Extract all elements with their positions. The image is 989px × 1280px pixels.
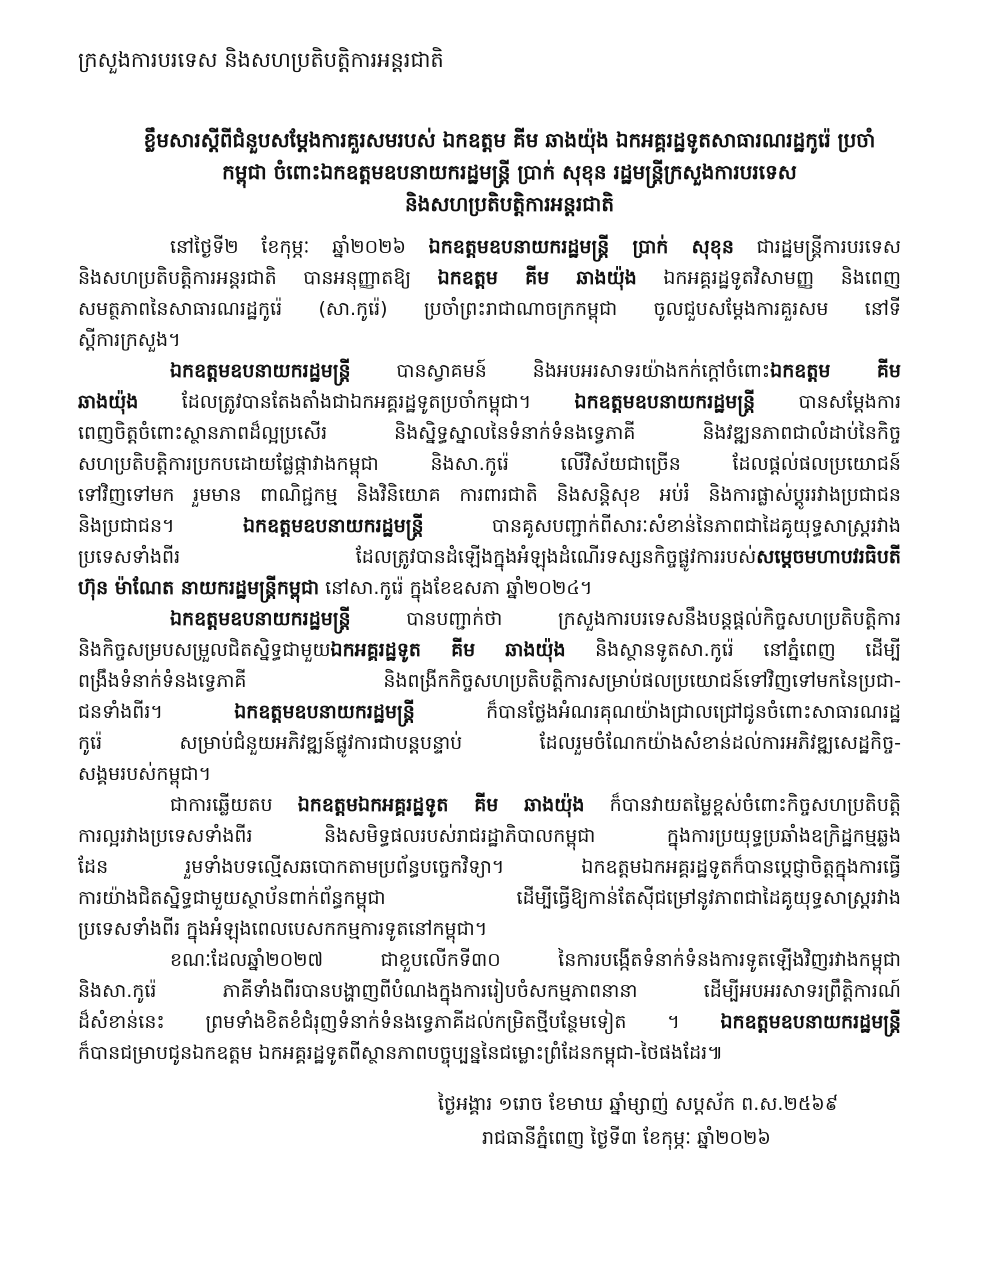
bold-text-run: ឯកឧត្តមឧបនាយករដ្ឋមន្ត្រី ប្រាក់ សុខុន xyxy=(428,236,734,258)
paragraph xyxy=(78,604,901,790)
text-run: និងសា.កូរ៉េ ភាគីទាំងពីរបានបង្ហាញពីបំណងក្នុងការរៀបចំសកម្មភាពនានា ដើម្បីអបអរសាទរព្រឹត្តិការណ៍ xyxy=(78,980,901,1002)
document-title xyxy=(118,124,901,220)
paragraph-line xyxy=(78,635,901,666)
text-run: ជនទាំងពីរ។ xyxy=(78,701,235,723)
text-run: ក៏បានជម្រាបជូនឯកឧត្តម ឯកអគ្គរដ្ឋទូតពីស្ថានភាពបច្ចុប្បន្ននៃជម្លោះព្រំដែនកម្ពុជា-ថៃផងដែរ៕ xyxy=(78,1042,723,1064)
text-run: សង្គមរបស់កម្ពុជា។ xyxy=(78,763,212,785)
bold-text-run: ឯកឧត្តម គីម xyxy=(770,360,901,382)
text-run: សមត្ថភាពនៃសាធារណរដ្ឋកូរ៉េ (សា.កូរ៉េ) ប្រចាំព្រះរាជាណាចក្រកម្ពុជា ចូលជួបសម្ដែងការគួរសម នៅទី xyxy=(78,298,901,320)
paragraph-line xyxy=(78,945,901,976)
paragraph xyxy=(78,945,901,1069)
lunar-date: ថ្ងៃអង្គារ ១រោច ខែមាឃ ឆ្នាំម្សាញ់ សប្តស័ក ព.ស.២៥៦៩ xyxy=(438,1093,839,1115)
bold-text-run: សម្ដេចមហាបវរធិបតី xyxy=(756,546,901,568)
title-line: កម្ពុជា ចំពោះឯកឧត្តមឧបនាយករដ្ឋមន្ត្រី ប្រាក់ សុខុន រដ្ឋមន្ត្រីក្រសួងការបរទេស xyxy=(222,160,797,184)
text-run: ពង្រឹងទំនាក់ទំនងទ្វេភាគី និងពង្រីកកិច្ចសហប្រតិបត្តិការសម្រាប់ផលប្រយោជន៍ទៅវិញទៅមកនៃប្រជា- xyxy=(78,670,901,692)
paragraph-line xyxy=(78,480,901,511)
text-run: ប្រទេសទាំងពីរ ក្នុងអំឡុងពេលបេសកកម្មការទូតនៅកម្ពុជា។ xyxy=(78,918,488,940)
title-line: ខ្លឹមសារស្ដីពីជំនួបសម្ដែងការគួរសមរបស់ ឯកឧត្តម គីម ឆាងយ៉ុង ឯកអគ្គរដ្ឋទូតសាធារណរដ្ឋកូរ៉េ ប្រចាំ xyxy=(143,128,876,152)
text-run: ក៏បានវាយតម្លៃខ្ពស់ចំពោះកិច្ចសហប្រតិបត្តិ xyxy=(584,794,901,816)
text-run: កូរ៉េ សម្រាប់ជំនួយអភិវឌ្ឍន៍ផ្លូវការជាបន្តបន្ទាប់ ដែលរួមចំណែកយ៉ាងសំខាន់ដល់ការអភិវឌ្ឍសេដ្ឋកិច្ច- xyxy=(78,732,901,754)
paragraph-line xyxy=(78,790,901,821)
text-run: ការល្អរវាងប្រទេសទាំងពីរ និងសមិទ្ធផលរបស់រាជរដ្ឋាភិបាលកម្ពុជា ក្នុងការប្រយុទ្ធប្រឆាំងឧក្រិដ្ឋកម្មឆ្លង xyxy=(78,825,901,847)
paragraph xyxy=(78,356,901,604)
paragraph-line xyxy=(78,573,901,604)
paragraph-line xyxy=(78,325,901,356)
bold-text-run: ឯកឧត្តមឯកអគ្គរដ្ឋទូត គីម ឆាងយ៉ុង xyxy=(297,794,585,816)
text-run: ស្ដីការក្រសួង។ xyxy=(78,329,181,351)
paragraph-line xyxy=(78,759,901,790)
bold-text-run: ឯកឧត្តមឧបនាយករដ្ឋមន្ត្រី xyxy=(170,608,351,630)
text-run: នៅសា.កូរ៉េ ក្នុងខែឧសភា ឆ្នាំ២០២៤។ xyxy=(319,577,593,599)
paragraph-line xyxy=(78,511,901,542)
text-run: ការយ៉ាងជិតស្និទ្ធជាមួយស្ថាប័នពាក់ព័ន្ធកម្ពុជា ដើម្បីធ្វើឱ្យកាន់តែស៊ីជម្រៅនូវភាពជាដៃគូយុទ្ធសាស្ត្ររវាង xyxy=(78,887,901,909)
paragraph-line xyxy=(78,449,901,480)
paragraph-line xyxy=(78,666,901,697)
paragraph-line xyxy=(78,883,901,914)
text-run: ដែន រួមទាំងបទល្មើសឆបោកតាមប្រព័ន្ធបច្ចេកវិទ្យា។ ឯកឧត្តមឯកអគ្គរដ្ឋទូតក៏បានប្ដេជ្ញាចិត្តក្នុងការធ្វើ xyxy=(78,856,901,878)
text-run: បានស្វាគមន៍ និងអបអរសាទរយ៉ាងកក់ក្ដៅចំពោះ xyxy=(350,360,771,382)
paragraph-line xyxy=(78,1007,901,1038)
paragraph-line xyxy=(78,232,901,263)
bold-text-run: ឯកឧត្តមឧបនាយករដ្ឋមន្ត្រី xyxy=(720,1011,901,1033)
paragraph-line xyxy=(78,852,901,883)
ministry-heading: ក្រសួងការបរទេស និងសហប្រតិបត្តិការអន្តរជាតិ xyxy=(78,48,444,72)
bold-text-run: ឆាងយ៉ុង xyxy=(78,391,139,413)
text-run: ជារដ្ឋមន្ត្រីការបរទេស xyxy=(733,236,901,258)
paragraph-line xyxy=(78,356,901,387)
paragraph-line xyxy=(78,914,901,945)
paragraph-line xyxy=(78,821,901,852)
bold-text-run: ឯកអគ្គរដ្ឋទូត គីម ឆាងយ៉ុង xyxy=(330,639,566,661)
bold-text-run: ហ៊ុន ម៉ាណែត នាយករដ្ឋមន្ត្រីកម្ពុជា xyxy=(78,577,320,599)
paragraph-line xyxy=(78,976,901,1007)
paragraph-line xyxy=(78,604,901,635)
text-run: បានបញ្ជាក់ថា ក្រសួងការបរទេសនឹងបន្តផ្ដល់កិច្ចសហប្រតិបត្តិការ xyxy=(350,608,901,630)
text-run: បានគូសបញ្ជាក់ពីសារៈសំខាន់នៃភាពជាដៃគូយុទ្ធសាស្ត្ររវាង xyxy=(423,515,901,537)
bold-text-run: ឯកឧត្តម គីម ឆាងយ៉ុង xyxy=(437,267,637,289)
bold-text-run: ឯកឧត្តមឧបនាយករដ្ឋមន្ត្រី xyxy=(242,515,424,537)
paragraph xyxy=(78,232,901,356)
paragraph-line xyxy=(78,728,901,759)
date-block xyxy=(78,1087,901,1155)
paragraph xyxy=(78,790,901,945)
text-run: ជាការឆ្លើយតប xyxy=(170,794,298,816)
paragraph-line xyxy=(78,1038,901,1069)
bold-text-run: ឯកឧត្តមឧបនាយករដ្ឋមន្ត្រី xyxy=(574,391,756,413)
text-run: និងកិច្ចសម្របសម្រួលជិតស្និទ្ធជាមួយ xyxy=(78,639,331,661)
text-run: និងប្រជាជន។ xyxy=(78,515,243,537)
body-text xyxy=(78,232,901,1069)
text-run: នៅថ្ងៃទី២ ខែកុម្ភៈ ឆ្នាំ២០២៦ xyxy=(170,236,429,258)
paragraph-line xyxy=(78,263,901,294)
text-run: ក៏បានថ្លែងអំណរគុណយ៉ាងជ្រាលជ្រៅជូនចំពោះសាធារណរដ្ឋ xyxy=(414,701,901,723)
title-line: និងសហប្រតិបត្តិការអន្តរជាតិ xyxy=(404,192,615,216)
text-run: ដ៏សំខាន់នេះ ព្រមទាំងខិតខំជំរុញទំនាក់ទំនងទ្វេភាគីដល់កម្រិតថ្មីបន្ថែមទៀត ។ xyxy=(78,1011,721,1033)
text-run: និងស្ថានទូតសា.កូរ៉េ នៅភ្នំពេញ ដើម្បី xyxy=(565,639,902,661)
text-run: ប្រទេសទាំងពីរ ដែលត្រូវបានដំឡើងក្នុងអំឡុងដំណើរទស្សនកិច្ចផ្លូវការរបស់ xyxy=(78,546,757,568)
text-run: ទៅវិញទៅមក រួមមាន ពាណិជ្ជកម្ម និងវិនិយោគ ការពារជាតិ និងសន្តិសុខ អប់រំ និងការផ្លាស់ប្ដូររវាងប្រជាជន xyxy=(78,484,901,506)
text-run: បានសម្ដែងការ xyxy=(755,391,901,413)
paragraph-line xyxy=(78,542,901,573)
solar-date-place: រាជធានីភ្នំពេញ ថ្ងៃទី៣ ខែកុម្ភៈ ឆ្នាំ២០២៦ xyxy=(482,1127,771,1149)
text-run: សហប្រតិបត្តិការប្រកបដោយផ្លែផ្កាវាងកម្ពុជា និងសា.កូរ៉េ លើវិស័យជាច្រើន ដែលផ្ដល់ផលប្រយោជន៍ xyxy=(78,453,901,475)
paragraph-line xyxy=(78,294,901,325)
paragraph-line xyxy=(78,418,901,449)
text-run: ពេញចិត្តចំពោះស្ថានភាពដ៏ល្អប្រសើរ និងស្និទ្ធស្នាលនៃទំនាក់ទំនងទ្វេភាគី និងវឌ្ឍនភាពជាលំដាប់នៃកិច្ច xyxy=(78,422,901,444)
text-run: ខណៈដែលឆ្នាំ២០២៧ ជាខួបលើកទី៣០ នៃការបង្កើតទំនាក់ទំនងការទូតឡើងវិញរវាងកម្ពុជា xyxy=(170,949,901,971)
bold-text-run: ឯកឧត្តមឧបនាយករដ្ឋមន្ត្រី xyxy=(170,360,351,382)
text-run: ដែលត្រូវបានតែងតាំងជាឯកអគ្គរដ្ឋទូតប្រចាំកម្ពុជា។ xyxy=(138,391,575,413)
paragraph-line xyxy=(78,697,901,728)
text-run: ឯកអគ្គរដ្ឋទូតវិសាមញ្ញ និងពេញ xyxy=(636,267,901,289)
bold-text-run: ឯកឧត្តមឧបនាយករដ្ឋមន្ត្រី xyxy=(234,701,415,723)
text-run: និងសហប្រតិបត្តិការអន្តរជាតិ បានអនុញ្ញាតឱ្យ xyxy=(78,267,438,289)
paragraph-line xyxy=(78,387,901,418)
